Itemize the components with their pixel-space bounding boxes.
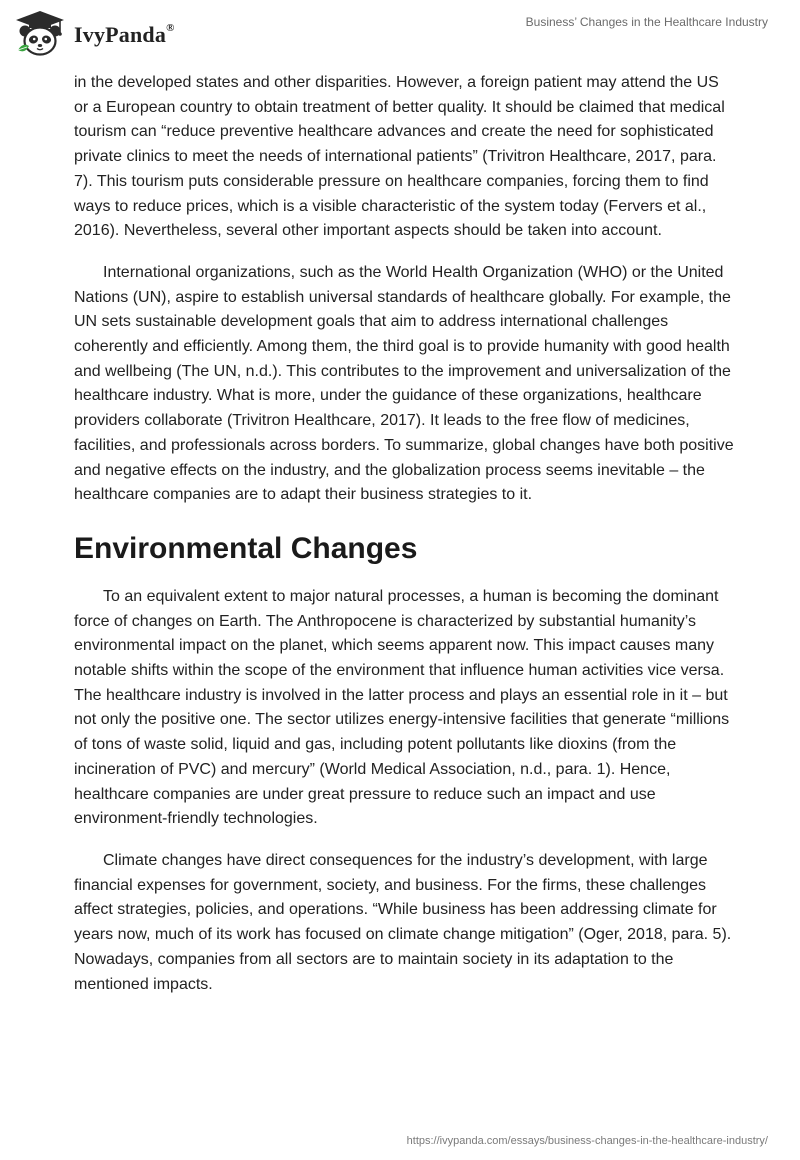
page-header: [0, 0, 800, 70]
source-url[interactable]: https://ivypanda.com/essays/business-changes-in-the-healthcare-industry/: [406, 1135, 768, 1147]
panda-graduate-icon: [14, 9, 66, 59]
paragraph-international-organizations: International organizations, such as the World Health Organization (WHO) or the United Nations (UN), aspire to establish universal standards of healthcare globally. For example, the UN sets sustainable development goals that aim to address international challenges coherently and efficiently. Among them, the third goal is to provide humanity with good health and wellbeing (The UN, n.d.). This contributes to the improvement and universalization of the healthcare industry. What is more, under the guidance of these organizations, healthcare providers collaborate (Trivitron Healthcare, 2017). It leads to the free flow of medicines, facilities, and professionals across borders. To summarize, global changes have both positive and negative effects on the industry, and the globalization process seems inevitable – the healthcare companies are to adapt their business strategies to it.: [74, 263, 734, 504]
ivypanda-logo[interactable]: [14, 8, 175, 60]
logo-wordmark: IvyPanda®: [74, 21, 175, 47]
paragraph-medical-tourism: in the developed states and other disparities. However, a foreign patient may attend the US or a European country to obtain treatment of better quality. It should be claimed that medical tourism can “reduce preventive healthcare advances and create the need for sophisticated private clinics to meet the needs of international patients” (Trivitron Healthcare, 2017, para. 7). This tourism puts considerable pressure on healthcare companies, forcing them to find ways to reduce prices, which is a visible characteristic of the system today (Fervers et al., 2016). Nevertheless, several other important aspects should be taken into account.: [74, 74, 725, 240]
section-heading-environmental-changes: Environmental Changes: [74, 531, 418, 565]
paragraph-climate-changes: Climate changes have direct consequences for the industry’s development, with large financial expenses for government, society, and business. For the firms, these challenges affect strategies, policies, and operations. “While business has been addressing climate for years now, much of its work has focused on climate change mitigation” (Oger, 2018, para. 5). Nowadays, companies from all sectors are to maintain society in its adaptation to the mentioned impacts.: [74, 851, 732, 993]
essay-body: [74, 71, 734, 1014]
paragraph-anthropocene: To an equivalent extent to major natural processes, a human is becoming the dominant force of changes on Earth. The Anthropocene is characterized by substantial humanity’s environmental impact on the planet, which seems apparent now. This impact causes many notable shifts within the scope of the environment that influence human activities vice versa. The healthcare industry is involved in the latter process and plays an essential role in it – but not only the positive one. The sector utilizes energy-intensive facilities that generate “millions of tons of waste solid, liquid and gas, including potent pollutants like dioxins (from the incineration of PVC) and mercury” (World Medical Association, n.d., para. 1). Hence, healthcare companies are under great pressure to reduce such an impact and use environment-friendly technologies.: [74, 587, 730, 828]
document-title: Business’ Changes in the Healthcare Industry: [525, 15, 768, 29]
